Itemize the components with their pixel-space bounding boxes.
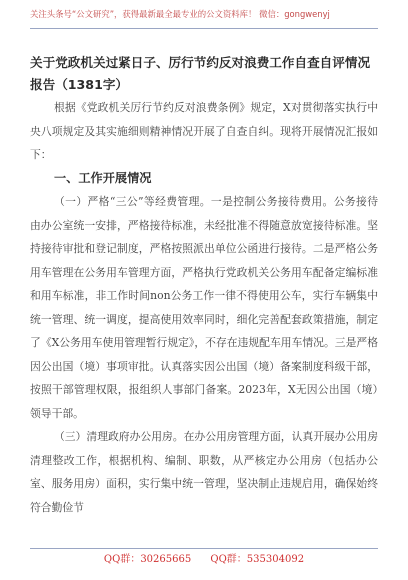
page-footer — [0, 550, 408, 565]
footer-divider — [30, 548, 378, 549]
footer-qq-group-2: QQ群：535304092 — [210, 554, 305, 565]
body-paragraph: （三）清理政府办公用房。在办公用房管理方面，认真开展办公用房清理整改工作，根据机构、编制、职数，从严核定办公用房（包括办公室、服务用房）面积，实行集中统一管理，坚决制止违规启用，确保始终符合勤俭节 — [30, 430, 378, 514]
intro-paragraph: 根据《党政机关厉行节约反对浪费条例》规定，X对贯彻落实执行中央八项规定及其实施细则精神情况开展了自查自纠。现将开展情况汇报如下： — [30, 101, 378, 161]
section-heading: 一、工作开展情况 — [54, 170, 152, 185]
header-divider — [30, 28, 378, 29]
body-paragraph: （一）严格“三公”等经费管理。一是控制公务接待费用。公务接待由办公室统一安排，严格接待标准，未经批准不得随意放宽接待标准。坚持接待审批和登记制度，严格按照派出单位公函进行接待。二是严格公务用车管理在公务用车管理方面，严格执行党政机关公务用车配备定编标准和用车标准，非工作时间non公务工作一律不得使用公车，实行车辆集中统一管理、统一调度，提高使用效率同时，细化完善配套政策措施，制定了《X公务用车使用管理暂行规定》，不存在违规配车用车情况。三是严格因公出国（境）事项审批。认真落实因公出国（境）备案制度科级干部，按照干部管理权限，报组织人事部门备案。2023年，X无因公出国（境）领导干部。 — [30, 195, 378, 420]
page-header-banner: 关注头条号“公文研究”，获得最新最全最专业的公文资料库！ 微信：gongwenyj — [30, 9, 330, 19]
document-body — [30, 96, 378, 519]
footer-qq-group-1: QQ群：30265665 — [103, 554, 192, 565]
document-title: 关于党政机关过紧日子、厉行节约反对浪费工作自查自评情况报告（1381字） — [30, 55, 371, 92]
